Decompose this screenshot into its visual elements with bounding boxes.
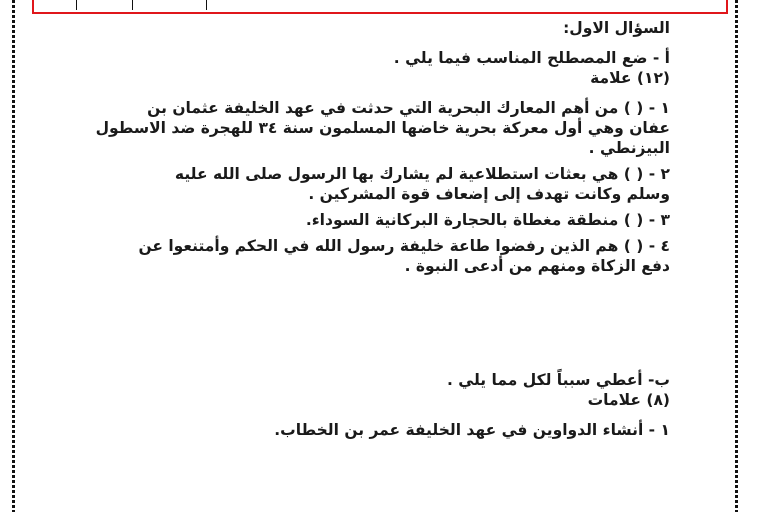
part-a-item-2 xyxy=(90,164,670,204)
part-a-item-3 xyxy=(90,210,670,230)
page-border-left xyxy=(12,0,15,512)
part-b-instruction: ب- أعطي سبباً لكل مما يلي . xyxy=(447,371,670,389)
item-line: وسلم وكانت تهدف إلى إضعاف قوة المشركين . xyxy=(308,185,670,203)
item-line: ١ - ( ) من أهم المعارك البحرية التي حدثت في عهد الخليفة عثمان بن xyxy=(147,99,670,117)
table-cell-divider xyxy=(206,0,207,10)
header-table-frame xyxy=(32,0,728,14)
table-cell-divider xyxy=(76,0,77,10)
part-a-item-1 xyxy=(90,98,670,158)
item-line: عفان وهي أول معركة بحرية خاضها المسلمون سنة ٣٤ للهجرة ضد الاسطول xyxy=(95,119,670,137)
item-line: دفع الزكاة ومنهم من أدعى النبوة . xyxy=(404,257,670,275)
item-line: البيزنطي . xyxy=(588,139,670,157)
part-b-item-1 xyxy=(90,420,670,440)
item-line: ٤ - ( ) هم الذين رفضوا طاعة خليفة رسول الله في الحكم وأمتنعوا عن xyxy=(138,237,670,255)
table-cell-divider xyxy=(132,0,133,10)
item-line: ٣ - ( ) منطقة مغطاة بالحجارة البركانية السوداء. xyxy=(305,211,670,229)
part-b-marks: (٨) علامات xyxy=(587,391,670,409)
exam-document xyxy=(90,18,670,440)
part-a-marks: (١٢) علامة xyxy=(590,69,670,87)
item-line: ٢ - ( ) هي بعثات استطلاعية لم يشارك بها الرسول صلى الله عليه xyxy=(174,165,670,183)
page-border-right xyxy=(735,0,738,512)
part-a-instruction: أ - ضع المصطلح المناسب فيما يلي . xyxy=(393,49,670,67)
item-line: ١ - أنشاء الدواوين في عهد الخليفة عمر بن الخطاب. xyxy=(274,421,670,439)
part-a-item-4 xyxy=(90,236,670,276)
question-title: السؤال الاول: xyxy=(563,19,670,37)
